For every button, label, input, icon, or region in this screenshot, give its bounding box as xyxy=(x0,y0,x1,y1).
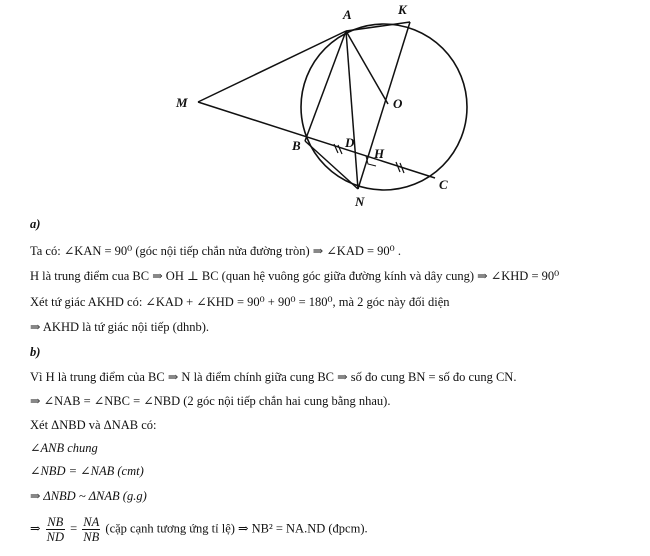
part-b-line-7 xyxy=(30,515,368,544)
part-b-line-3: Xét ΔNBD và ΔNAB có: xyxy=(30,418,157,432)
part-b-line-4: ∠ANB chung xyxy=(30,441,98,455)
fraction-denominator: NB xyxy=(83,530,100,544)
part-a-line-3: Xét tứ giác AKHD có: ∠KAD + ∠KHD = 90⁰ + 90⁰ = 180⁰, mà 2 góc này đối diện xyxy=(30,295,450,309)
equals-sign: = xyxy=(70,521,78,536)
segment-an xyxy=(346,31,358,189)
label-o: O xyxy=(393,96,403,111)
fraction-denominator: ND xyxy=(46,530,64,544)
part-a-line-1: Ta có: ∠KAN = 90⁰ (góc nội tiếp chắn nửa đường tròn) ⇒ ∠KAD = 90⁰ . xyxy=(30,244,401,258)
label-k: K xyxy=(398,2,407,17)
conclusion-text: (cặp cạnh tương ứng tỉ lệ) ⇒ NB² = NA.ND (đpcm). xyxy=(105,521,368,536)
label-b: B xyxy=(292,138,301,153)
part-a-line-2: H là trung điểm cua BC ⇒ OH ⊥ BC (quan hệ vuông góc giữa đường kính và dây cung) ⇒ ∠KHD = 90⁰ xyxy=(30,269,560,283)
part-b-line-6: ⇒ ΔNBD ~ ΔNAB (g.g) xyxy=(30,489,147,503)
fraction-numerator: NB xyxy=(47,515,64,529)
segment-mc xyxy=(198,102,435,178)
part-b-line-2: ⇒ ∠NAB = ∠NBC = ∠NBD (2 góc nội tiếp chắn hai cung bằng nhau). xyxy=(30,394,391,408)
label-c: C xyxy=(439,177,448,192)
part-b-line-5: ∠NBD = ∠NAB (cmt) xyxy=(30,464,144,478)
fraction-nb-nd xyxy=(46,515,65,544)
fraction-numerator: NA xyxy=(83,515,100,529)
part-a-heading: a) xyxy=(30,217,41,231)
part-b-heading: b) xyxy=(30,345,41,359)
label-d: D xyxy=(345,135,355,150)
label-m: M xyxy=(176,95,188,110)
geometry-figure xyxy=(0,0,650,215)
tick-bh-2 xyxy=(338,145,342,154)
label-n: N xyxy=(355,194,365,209)
tick-bh-1 xyxy=(334,144,338,153)
label-a: A xyxy=(343,7,352,22)
implies-symbol: ⇒ xyxy=(30,521,41,536)
fraction-na-nb xyxy=(82,515,100,544)
part-a-line-4: ⇒ AKHD là tứ giác nội tiếp (dhnb). xyxy=(30,320,210,334)
segment-ak xyxy=(346,22,410,31)
label-h: H xyxy=(374,146,385,161)
part-b-line-1: Vì H là trung điểm của BC ⇒ N là điểm chính giữa cung BC ⇒ số đo cung BN = số đo cung CN. xyxy=(30,370,517,384)
segment-ao xyxy=(346,31,388,104)
